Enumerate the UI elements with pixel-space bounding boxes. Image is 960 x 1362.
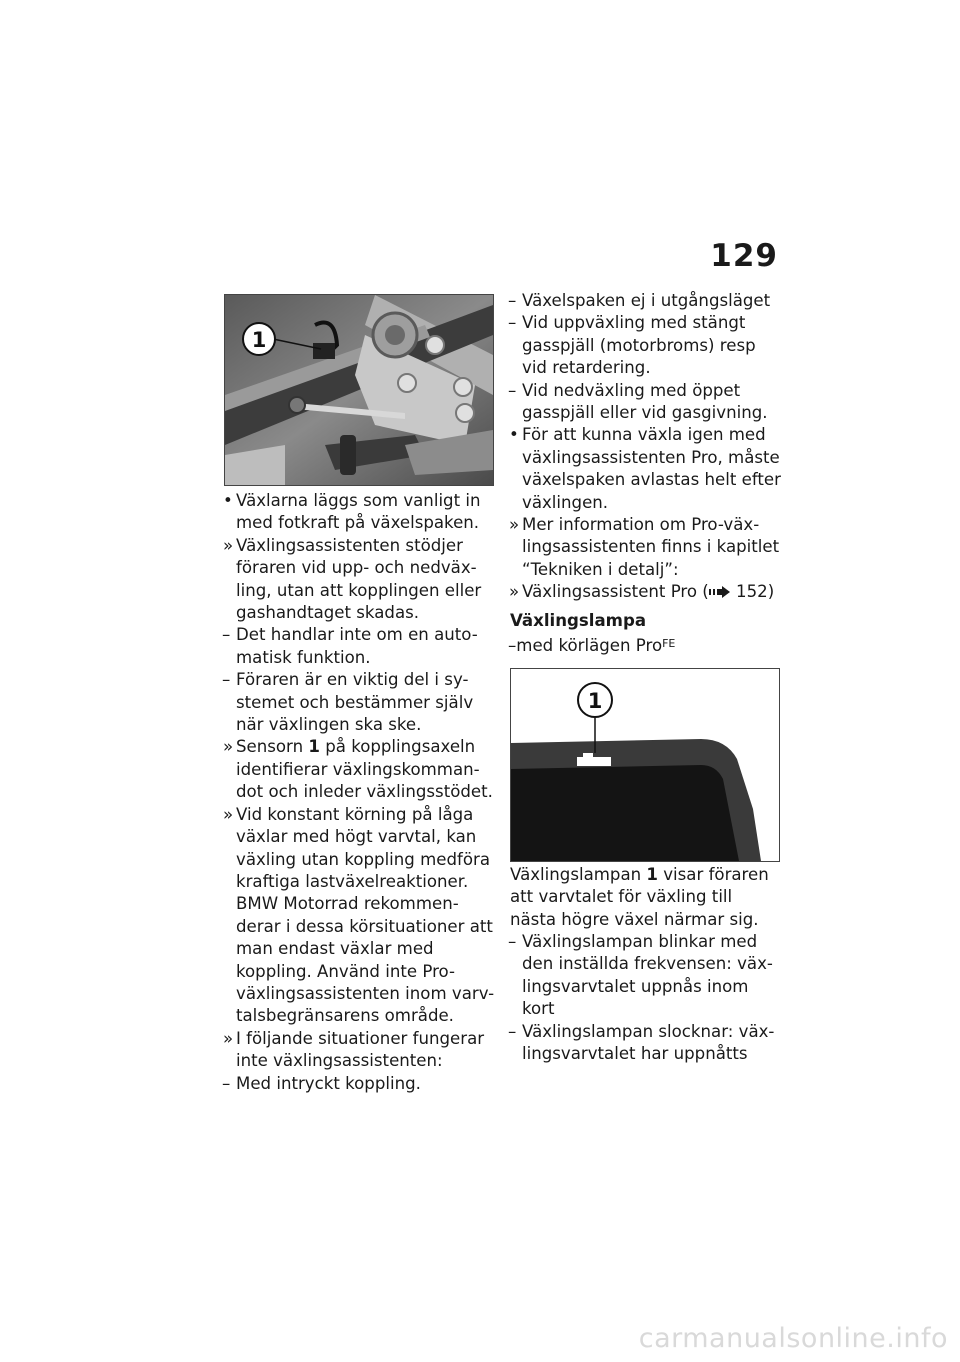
list-item <box>224 1073 496 1095</box>
shift-light-states-list <box>510 931 784 1065</box>
list-item <box>224 669 496 736</box>
dash-marker: – <box>508 1021 517 1041</box>
left-instruction-list <box>224 490 496 1095</box>
list-item <box>224 624 496 669</box>
callout-reference: 1 <box>646 865 658 884</box>
right-instruction-list <box>510 290 784 604</box>
list-item-text: Vid nedväxling med öppet gasspjäll eller vid gasgivning. <box>522 380 768 423</box>
list-item <box>510 514 784 581</box>
list-item-text: För att kunna växla igen med växlingsassistenten Pro, måste växelspaken avlastas helt efter växlingen. <box>522 425 781 512</box>
list-item-text: Växlarna läggs som vanligt in med fotkraft på växelspaken. <box>236 491 481 533</box>
dash-marker: – <box>222 625 231 645</box>
arrow-marker: » <box>223 1028 234 1048</box>
text-run: Växlingsassistent Pro ( <box>522 582 709 602</box>
dash-marker: – <box>508 313 517 333</box>
bullet-marker: • <box>509 425 519 445</box>
shift-light-photo <box>510 668 780 862</box>
list-item <box>224 736 496 803</box>
list-item-text <box>522 581 784 603</box>
list-item <box>510 1021 784 1066</box>
list-item-text: Mer information om Pro-väx-lingsassistenten finns i kapitlet “Tekniken i detalj”: <box>522 515 780 579</box>
list-item <box>510 380 784 425</box>
list-item <box>224 535 496 625</box>
dashboard-illustration <box>511 669 779 861</box>
list-item-text: Föraren är en viktig del i sy-stemet och bestämmer själv när växlingen ska ske. <box>236 670 474 735</box>
list-item <box>224 1028 496 1073</box>
list-item-text: Växlingslampan blinkar med den inställda frekvensen: väx-lingsvarvtalet uppnås inom kort <box>522 932 773 1019</box>
cross-reference-link[interactable] <box>510 581 784 603</box>
list-item-text: Det handlar inte om en auto-matisk funktion. <box>236 625 478 667</box>
dash-marker: – <box>508 636 517 655</box>
shift-lever-illustration <box>225 295 493 485</box>
callout-number: 1 <box>587 689 603 713</box>
list-item <box>224 804 496 1028</box>
list-item <box>224 490 496 535</box>
list-item <box>510 424 784 514</box>
callout-number: 1 <box>251 328 267 352</box>
dash-marker: – <box>508 932 517 951</box>
arrow-marker: » <box>223 804 234 824</box>
arrow-marker: » <box>509 515 520 535</box>
list-item <box>510 931 784 1021</box>
dash-marker: – <box>508 380 517 400</box>
text-run: Växlingslampan <box>510 865 647 884</box>
list-item-text <box>236 736 496 803</box>
dash-marker: – <box>222 670 231 690</box>
list-item-text: Vid uppväxling med stängt gasspjäll (motorbroms) resp vid retardering. <box>522 313 756 378</box>
list-item-text: Växelspaken ej i utgångsläget <box>522 291 771 310</box>
watermark: carmanualsonline.info <box>638 1323 948 1354</box>
list-item <box>510 312 784 379</box>
subline-text: med körlägen Pro <box>516 636 663 655</box>
list-item-text: Växlingslampan slocknar: väx-lingsvarvtalet har uppnåtts <box>522 1021 775 1064</box>
arrow-marker: » <box>223 535 234 555</box>
dash-marker: – <box>508 291 517 310</box>
section-subline <box>508 635 675 657</box>
page-reference: 152) <box>730 582 775 602</box>
list-item-text: Vid konstant körning på låga växlar med högt varvtal, kan växling utan koppling medföra kraftiga lastväxelreaktioner. BMW Motorrad rekommen-derar i dessa körsituationer att man endast växlar med koppling. Använd inte Pro-växlingsassistenten inom varv-talsbegränsarens område. <box>236 804 495 1026</box>
superscript-code: FE <box>662 637 676 650</box>
text-run: Sensorn <box>236 737 309 757</box>
page-number: 129 <box>710 238 778 274</box>
list-item-text: I följande situationer fungerar inte växlingsassistenten: <box>236 1028 485 1071</box>
text-run: på kopplingsaxeln identifierar växlingskomman-dot och inleder växlingsstödet. <box>236 737 493 802</box>
section-heading: Växlingslampa <box>510 611 647 630</box>
shift-light-description <box>510 864 782 931</box>
list-item-text: Växlingsassistenten stödjer föraren vid upp- och nedväx-ling, utan att kopplingen eller gashandtaget skadas. <box>236 535 482 623</box>
arrow-marker: » <box>509 582 520 602</box>
dash-marker: – <box>222 1073 231 1093</box>
arrow-ref-icon <box>709 586 731 598</box>
callout-reference: 1 <box>308 737 320 757</box>
shift-light-indicator <box>577 757 611 766</box>
arrow-marker: » <box>223 737 234 757</box>
list-item-text: Med intryckt koppling. <box>236 1073 421 1093</box>
shift-lever-photo <box>224 294 494 486</box>
text-run: visar föraren att varvtalet för växling till nästa högre växel närmar sig. <box>510 865 769 929</box>
list-item <box>510 290 784 312</box>
bullet-marker: • <box>223 491 233 510</box>
